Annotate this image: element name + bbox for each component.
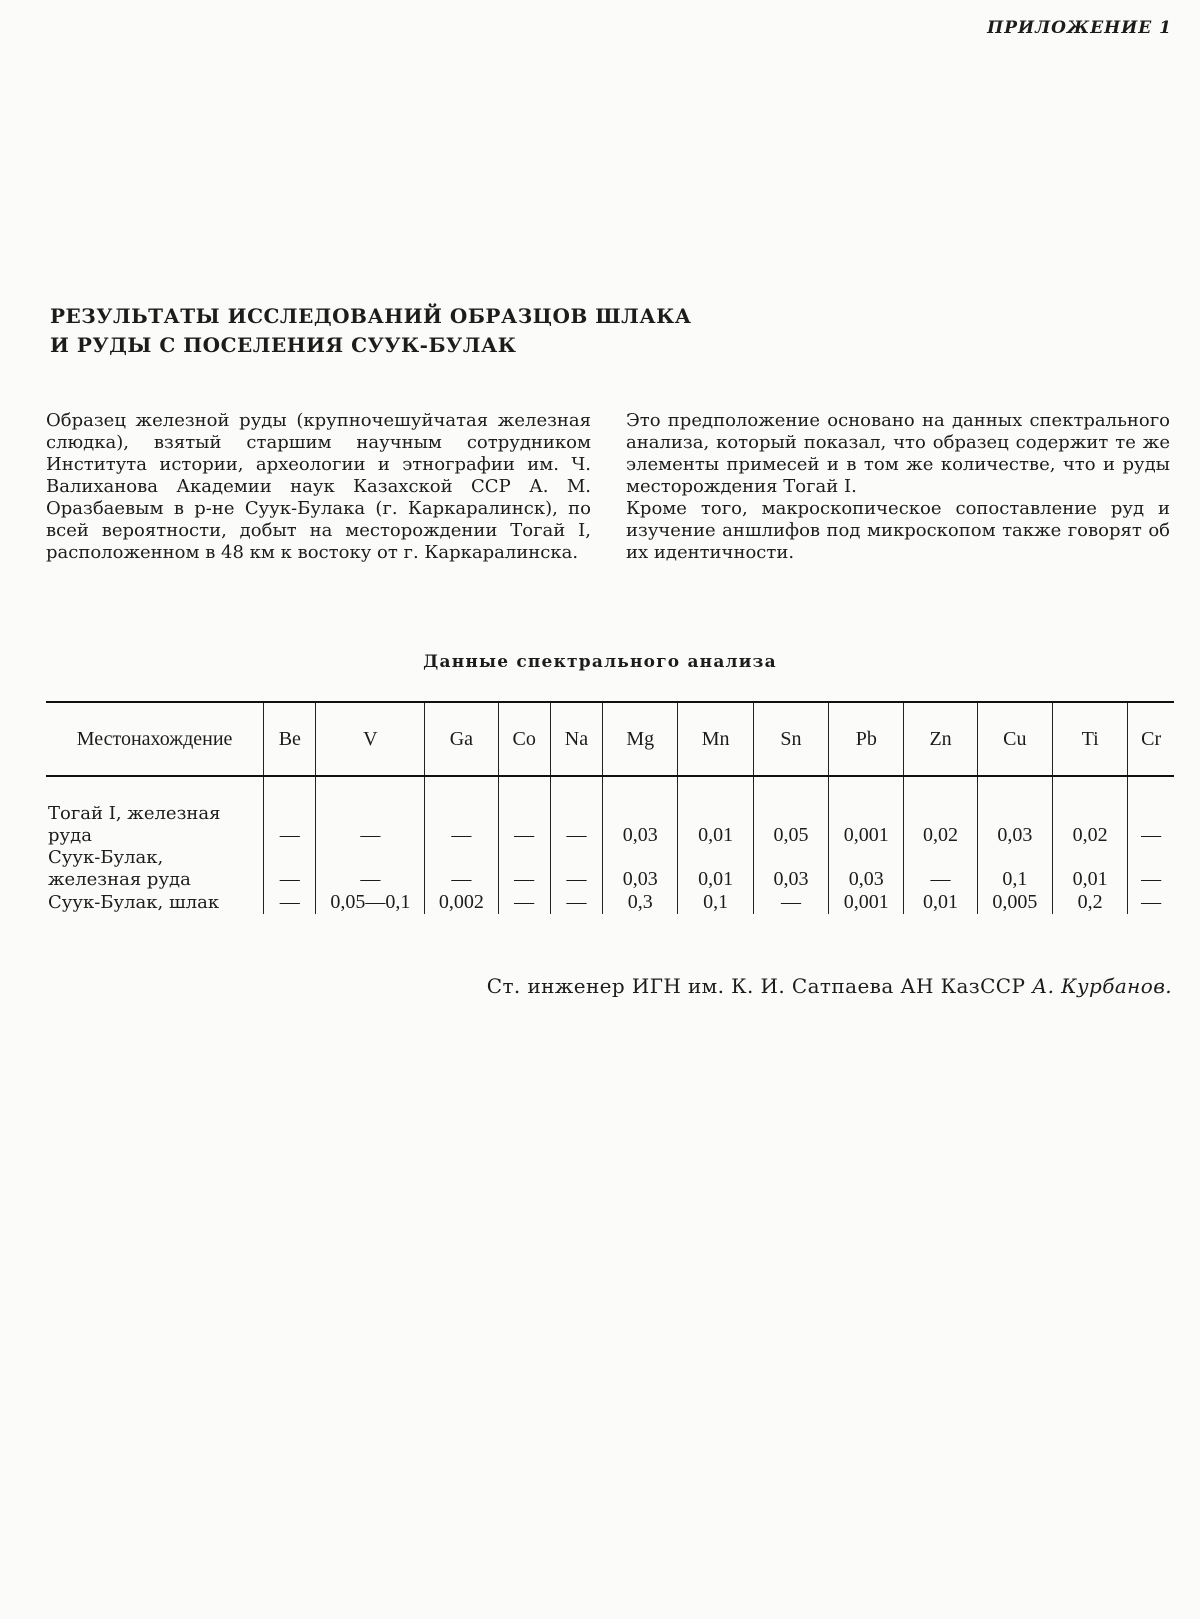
value-cell: — — [425, 776, 498, 847]
value-cell: 0,01 — [904, 891, 977, 914]
value-cell: — — [1128, 891, 1174, 914]
value-cell: 0,03 — [753, 847, 828, 891]
left-paragraph: Образец железной руды (крупночешуйчатая железная слюдка), взятый старшим научным сотрудником Института истории, археологии и этнографии им. Ч. Валиханова Академии наук Казахской ССР А. М. Оразбаевым в р-не Суук-Булака (г. Каркаралинск), по всей вероятности, добыт на месторождении Тогай I, расположенном в 48 км к востоку от г. Каркаралинска. — [46, 410, 591, 563]
signature — [487, 974, 1172, 998]
column-header-element: Ga — [425, 702, 498, 776]
value-cell: 0,01 — [678, 847, 753, 891]
value-cell: 0,005 — [977, 891, 1052, 914]
value-cell: — — [1128, 847, 1174, 891]
column-header-element: Mn — [678, 702, 753, 776]
table-row — [46, 776, 1174, 847]
value-cell: 0,05—0,1 — [316, 891, 425, 914]
value-cell: 0,2 — [1053, 891, 1128, 914]
value-cell: 0,01 — [678, 776, 753, 847]
value-cell: — — [550, 891, 602, 914]
value-cell: — — [1128, 776, 1174, 847]
column-header-element: V — [316, 702, 425, 776]
value-cell: 0,03 — [603, 847, 678, 891]
title-line-2: И РУДЫ С ПОСЕЛЕНИЯ СУУК-БУЛАК — [50, 333, 517, 357]
location-cell: Тогай I, железная руда — [48, 803, 221, 846]
value-cell: 0,3 — [603, 891, 678, 914]
value-cell: — — [264, 776, 316, 847]
value-cell: — — [498, 891, 550, 914]
value-cell: 0,001 — [829, 776, 904, 847]
column-header-element: Cr — [1128, 702, 1174, 776]
table-header-row — [46, 702, 1174, 776]
table-row — [46, 847, 1174, 891]
column-header-element: Ti — [1053, 702, 1128, 776]
column-header-element: Pb — [829, 702, 904, 776]
value-cell: 0,03 — [829, 847, 904, 891]
title-line-1: РЕЗУЛЬТАТЫ ИССЛЕДОВАНИЙ ОБРАЗЦОВ ШЛАКА — [50, 304, 692, 328]
value-cell: — — [498, 847, 550, 891]
appendix-label: ПРИЛОЖЕНИЕ 1 — [987, 18, 1172, 38]
value-cell: — — [904, 847, 977, 891]
value-cell: — — [753, 891, 828, 914]
table-caption: Данные спектрального анализа — [423, 652, 777, 672]
value-cell: — — [498, 776, 550, 847]
value-cell: 0,02 — [904, 776, 977, 847]
signature-name: А. Курбанов. — [1032, 974, 1172, 998]
column-header-location: Местонахождение — [46, 702, 264, 776]
column-header-element: Sn — [753, 702, 828, 776]
value-cell: 0,1 — [977, 847, 1052, 891]
value-cell: — — [550, 847, 602, 891]
column-header-element: Zn — [904, 702, 977, 776]
right-column — [626, 410, 1170, 564]
value-cell: — — [264, 847, 316, 891]
value-cell: — — [550, 776, 602, 847]
value-cell: 0,01 — [1053, 847, 1128, 891]
signature-position: Ст. инженер ИГН им. К. И. Сатпаева АН КазССР — [486, 974, 1026, 998]
column-header-element: Cu — [977, 702, 1052, 776]
location-cell: Суук-Булак, шлак — [48, 892, 220, 913]
table-row — [46, 891, 1174, 914]
right-paragraph-2: Кроме того, макроскопическое сопоставление руд и изучение аншлифов под микроскопом также говорят об их идентичности. — [626, 498, 1170, 563]
value-cell: 0,1 — [678, 891, 753, 914]
spectral-analysis-table — [46, 701, 1174, 914]
value-cell: 0,02 — [1053, 776, 1128, 847]
value-cell: — — [425, 847, 498, 891]
value-cell: 0,05 — [753, 776, 828, 847]
value-cell: 0,002 — [425, 891, 498, 914]
table-body — [46, 776, 1174, 914]
column-header-element: Mg — [603, 702, 678, 776]
left-column — [46, 410, 591, 564]
value-cell: 0,03 — [603, 776, 678, 847]
right-paragraph-1: Это предположение основано на данных спектрального анализа, который показал, что образец содержит те же элементы примесей и в том же количестве, что и руды месторождения Тогай I. — [626, 410, 1170, 497]
column-header-element: Na — [550, 702, 602, 776]
value-cell: — — [264, 891, 316, 914]
column-header-element: Co — [498, 702, 550, 776]
value-cell: — — [316, 776, 425, 847]
location-cell: Суук-Булак, железная руда — [48, 847, 191, 890]
value-cell: — — [316, 847, 425, 891]
column-header-element: Be — [264, 702, 316, 776]
value-cell: 0,001 — [829, 891, 904, 914]
value-cell: 0,03 — [977, 776, 1052, 847]
document-title — [50, 302, 750, 360]
